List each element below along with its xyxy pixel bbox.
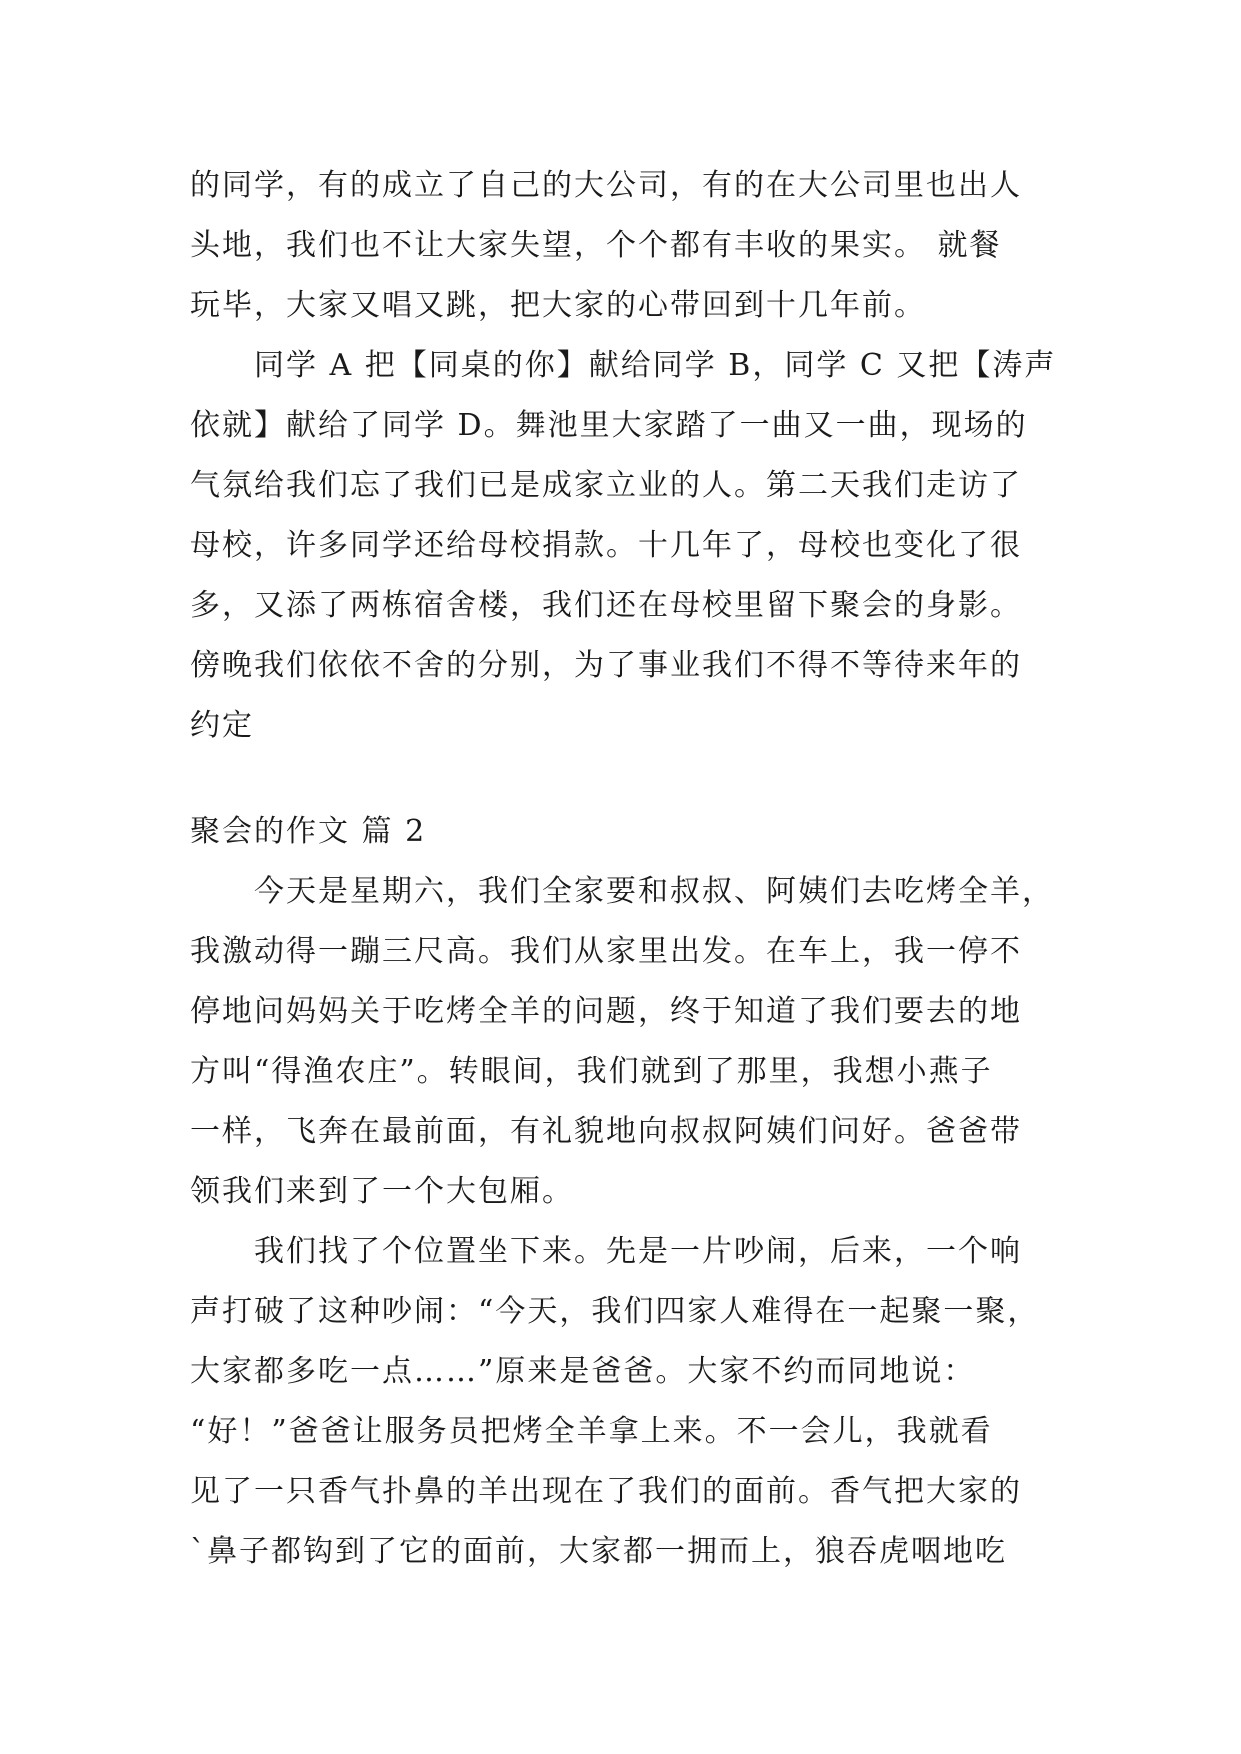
paragraph-line: 的同学，有的成立了自己的大公司，有的在大公司里也出人 [190,168,1022,203]
paragraph-line: 今天是星期六，我们全家要和叔叔、阿姨们去吃烤全羊， [254,874,1054,909]
section-heading: 聚会的作文 篇 2 [190,814,427,849]
paragraph-line: 领我们来到了一个大包厢。 [190,1174,574,1209]
paragraph-line: 母校，许多同学还给母校捐款。十几年了，母校也变化了很 [190,528,1022,563]
paragraph-line: 傍晚我们依依不舍的分别，为了事业我们不得不等待来年的 [190,648,1022,683]
section-paragraph-2 [190,1222,1090,1582]
paragraph-line: 气氛给我们忘了我们已是成家立业的人。第二天我们走访了 [190,468,1022,503]
paragraph-line: 停地问妈妈关于吃烤全羊的问题，终于知道了我们要去的地 [190,994,1022,1029]
paragraph-line: 同学 A 把【同桌的你】献给同学 B，同学 C 又把【涛声 [254,348,1057,383]
paragraph-line: 我激动得一蹦三尺高。我们从家里出发。在车上，我一停不 [190,934,1022,969]
paragraph-line: 多，又添了两栋宿舍楼，我们还在母校里留下聚会的身影。 [190,588,1022,623]
paragraph-line: 头地，我们也不让大家失望，个个都有丰收的果实。 就餐 [190,228,1002,263]
paragraph-1 [190,156,1090,336]
paragraph-line: 一样，飞奔在最前面，有礼貌地向叔叔阿姨们问好。爸爸带 [190,1114,1022,1149]
paragraph-2 [190,336,1090,756]
paragraph-line: 方叫“得渔农庄”。转眼间，我们就到了那里，我想小燕子 [190,1054,993,1089]
paragraph-line: 约定 [190,708,254,743]
paragraph-line: 大家都多吃一点……”原来是爸爸。大家不约而同地说： [190,1354,976,1389]
section-paragraph-1 [190,862,1090,1222]
paragraph-line: 我们找了个位置坐下来。先是一片吵闹，后来，一个响 [254,1234,1022,1269]
paragraph-line: 见了一只香气扑鼻的羊出现在了我们的面前。香气把大家的 [190,1474,1022,1509]
paragraph-line: 依就】献给了同学 D。舞池里大家踏了一曲又一曲，现场的 [190,408,1028,443]
paragraph-line: `鼻子都钩到了它的面前，大家都一拥而上，狼吞虎咽地吃 [190,1534,1007,1569]
paragraph-line: “好！”爸爸让服务员把烤全羊拿上来。不一会儿，我就看 [190,1414,993,1449]
paragraph-line: 玩毕，大家又唱又跳，把大家的心带回到十几年前。 [190,288,926,323]
paragraph-line: 声打破了这种吵闹：“今天，我们四家人难得在一起聚一聚， [190,1294,1040,1329]
